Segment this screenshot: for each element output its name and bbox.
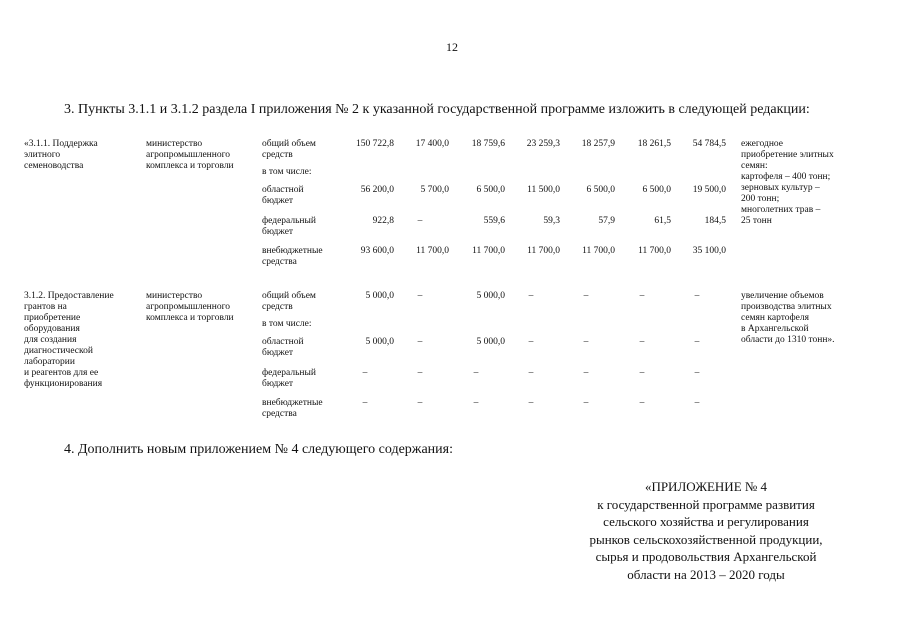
funding-value: 18 759,6: [471, 139, 505, 149]
funding-value: –: [583, 368, 589, 378]
funding-source: в том числе:: [262, 167, 312, 177]
funding-value: –: [639, 398, 645, 408]
appendix-line: области на 2013 – 2020 годы: [627, 566, 785, 582]
funding-value: 56 200,0: [360, 185, 394, 195]
funding-value: 5 000,0: [476, 337, 505, 347]
funding-value: 5 000,0: [365, 291, 394, 301]
funding-source: средства: [262, 409, 297, 419]
activity-name: приобретение: [24, 313, 81, 323]
funding-value: –: [528, 398, 534, 408]
expected-result: семян картофеля: [741, 313, 809, 323]
executor-name: министерство: [146, 291, 203, 301]
funding-value: –: [694, 291, 700, 301]
funding-value: 57,9: [598, 216, 615, 226]
executor-name: агропромышленного: [146, 150, 231, 160]
activity-name: оборудования: [24, 324, 80, 334]
paragraph-3: 3. Пункты 3.1.1 и 3.1.2 раздела I приложения № 2 к указанной государственной программе изложить в следующей редакции:: [64, 102, 810, 117]
funding-value: –: [417, 368, 423, 378]
funding-value: 11 700,0: [416, 246, 449, 256]
funding-value: –: [583, 337, 589, 347]
funding-value: –: [639, 368, 645, 378]
funding-source: бюджет: [262, 227, 294, 237]
funding-source: общий объем: [262, 291, 316, 301]
funding-value: –: [417, 398, 423, 408]
funding-source: бюджет: [262, 379, 294, 389]
funding-value: 18 261,5: [637, 139, 671, 149]
executor-name: агропромышленного: [146, 302, 231, 312]
executor-name: министерство: [146, 139, 203, 149]
activity-name: функционирования: [24, 379, 103, 389]
funding-value: –: [583, 398, 589, 408]
expected-result: производства элитных: [741, 302, 832, 312]
funding-value: –: [473, 398, 479, 408]
funding-value: 11 700,0: [527, 246, 560, 256]
expected-result: приобретение элитных: [741, 150, 834, 160]
funding-value: –: [528, 368, 534, 378]
funding-source: областной: [262, 185, 304, 195]
funding-value: –: [583, 291, 589, 301]
funding-source: в том числе:: [262, 319, 312, 329]
funding-source: бюджет: [262, 196, 294, 206]
funding-source: федеральный: [262, 368, 316, 378]
activity-name: и реагентов для ее: [24, 368, 99, 378]
page-number: 12: [446, 40, 458, 54]
funding-value: –: [639, 291, 645, 301]
funding-value: 150 722,8: [356, 139, 394, 149]
funding-source: средств: [262, 302, 293, 312]
appendix-line: рынков сельскохозяйственной продукции,: [589, 531, 823, 547]
funding-value: 11 700,0: [638, 246, 671, 256]
funding-value: 559,6: [483, 216, 505, 226]
expected-result: 25 тонн: [741, 216, 772, 226]
activity-name: для создания: [24, 335, 77, 345]
appendix-line: «ПРИЛОЖЕНИЕ № 4: [644, 479, 768, 494]
funding-source: общий объем: [262, 139, 316, 149]
expected-result: в Архангельской: [741, 324, 809, 334]
expected-result: картофеля – 400 тонн;: [741, 172, 831, 182]
expected-result: ежегодное: [741, 139, 784, 149]
funding-value: –: [694, 368, 700, 378]
appendix-line: к государственной программе развития: [597, 496, 815, 512]
funding-value: 61,5: [654, 216, 671, 226]
funding-value: 11 700,0: [582, 246, 615, 256]
activity-name: грантов на: [24, 302, 67, 312]
funding-value: –: [417, 291, 423, 301]
funding-value: 93 600,0: [360, 246, 394, 256]
funding-value: –: [362, 398, 368, 408]
funding-value: –: [528, 337, 534, 347]
funding-value: 184,5: [704, 216, 726, 226]
expected-result: многолетних трав –: [741, 205, 821, 215]
funding-value: 59,3: [543, 216, 560, 226]
funding-value: 19 500,0: [692, 185, 726, 195]
funding-source: средства: [262, 257, 297, 267]
expected-result: области до 1310 тонн».: [741, 335, 835, 345]
funding-value: 11 700,0: [472, 246, 505, 256]
funding-value: 5 000,0: [365, 337, 394, 347]
funding-value: 18 257,9: [581, 139, 615, 149]
funding-source: бюджет: [262, 348, 294, 358]
activity-name: лаборатории: [24, 357, 75, 367]
funding-value: –: [694, 337, 700, 347]
funding-value: 6 500,0: [476, 185, 505, 195]
funding-source: внебюджетные: [262, 246, 323, 256]
funding-source: внебюджетные: [262, 398, 323, 408]
expected-result: 200 тонн;: [741, 194, 780, 204]
funding-value: –: [473, 368, 479, 378]
funding-value: 23 259,3: [526, 139, 560, 149]
funding-value: 54 784,5: [692, 139, 726, 149]
expected-result: увеличение объемов: [741, 291, 824, 301]
activity-name: 3.1.2. Предоставление: [24, 291, 114, 301]
funding-value: –: [362, 368, 368, 378]
expected-result: семян:: [741, 161, 768, 171]
appendix-heading: [540, 478, 872, 583]
activity-name: семеноводства: [24, 161, 84, 171]
funding-value: 6 500,0: [642, 185, 671, 195]
funding-value: 5 000,0: [476, 291, 505, 301]
funding-value: 5 700,0: [420, 185, 449, 195]
executor-name: комплекса и торговли: [146, 313, 234, 323]
appendix-line: сельского хозяйства и регулирования: [603, 514, 809, 529]
activity-name: элитного: [24, 150, 61, 160]
paragraph-4: 4. Дополнить новым приложением № 4 следующего содержания:: [64, 442, 453, 457]
funding-value: 11 500,0: [527, 185, 560, 195]
funding-value: –: [417, 216, 423, 226]
appendix-line: сырья и продовольствия Архангельской: [595, 549, 817, 564]
funding-value: –: [528, 291, 534, 301]
activity-name: диагностической: [24, 346, 93, 356]
executor-name: комплекса и торговли: [146, 161, 234, 171]
funding-source: средств: [262, 150, 293, 160]
expected-result: зерновых культур –: [741, 183, 820, 193]
funding-value: 17 400,0: [415, 139, 449, 149]
funding-value: –: [417, 337, 423, 347]
funding-source: федеральный: [262, 216, 316, 226]
funding-value: 922,8: [372, 216, 394, 226]
funding-value: 35 100,0: [692, 246, 726, 256]
funding-value: –: [639, 337, 645, 347]
funding-source: областной: [262, 337, 304, 347]
funding-value: 6 500,0: [586, 185, 615, 195]
funding-value: –: [694, 398, 700, 408]
activity-name: «3.1.1. Поддержка: [24, 139, 98, 149]
